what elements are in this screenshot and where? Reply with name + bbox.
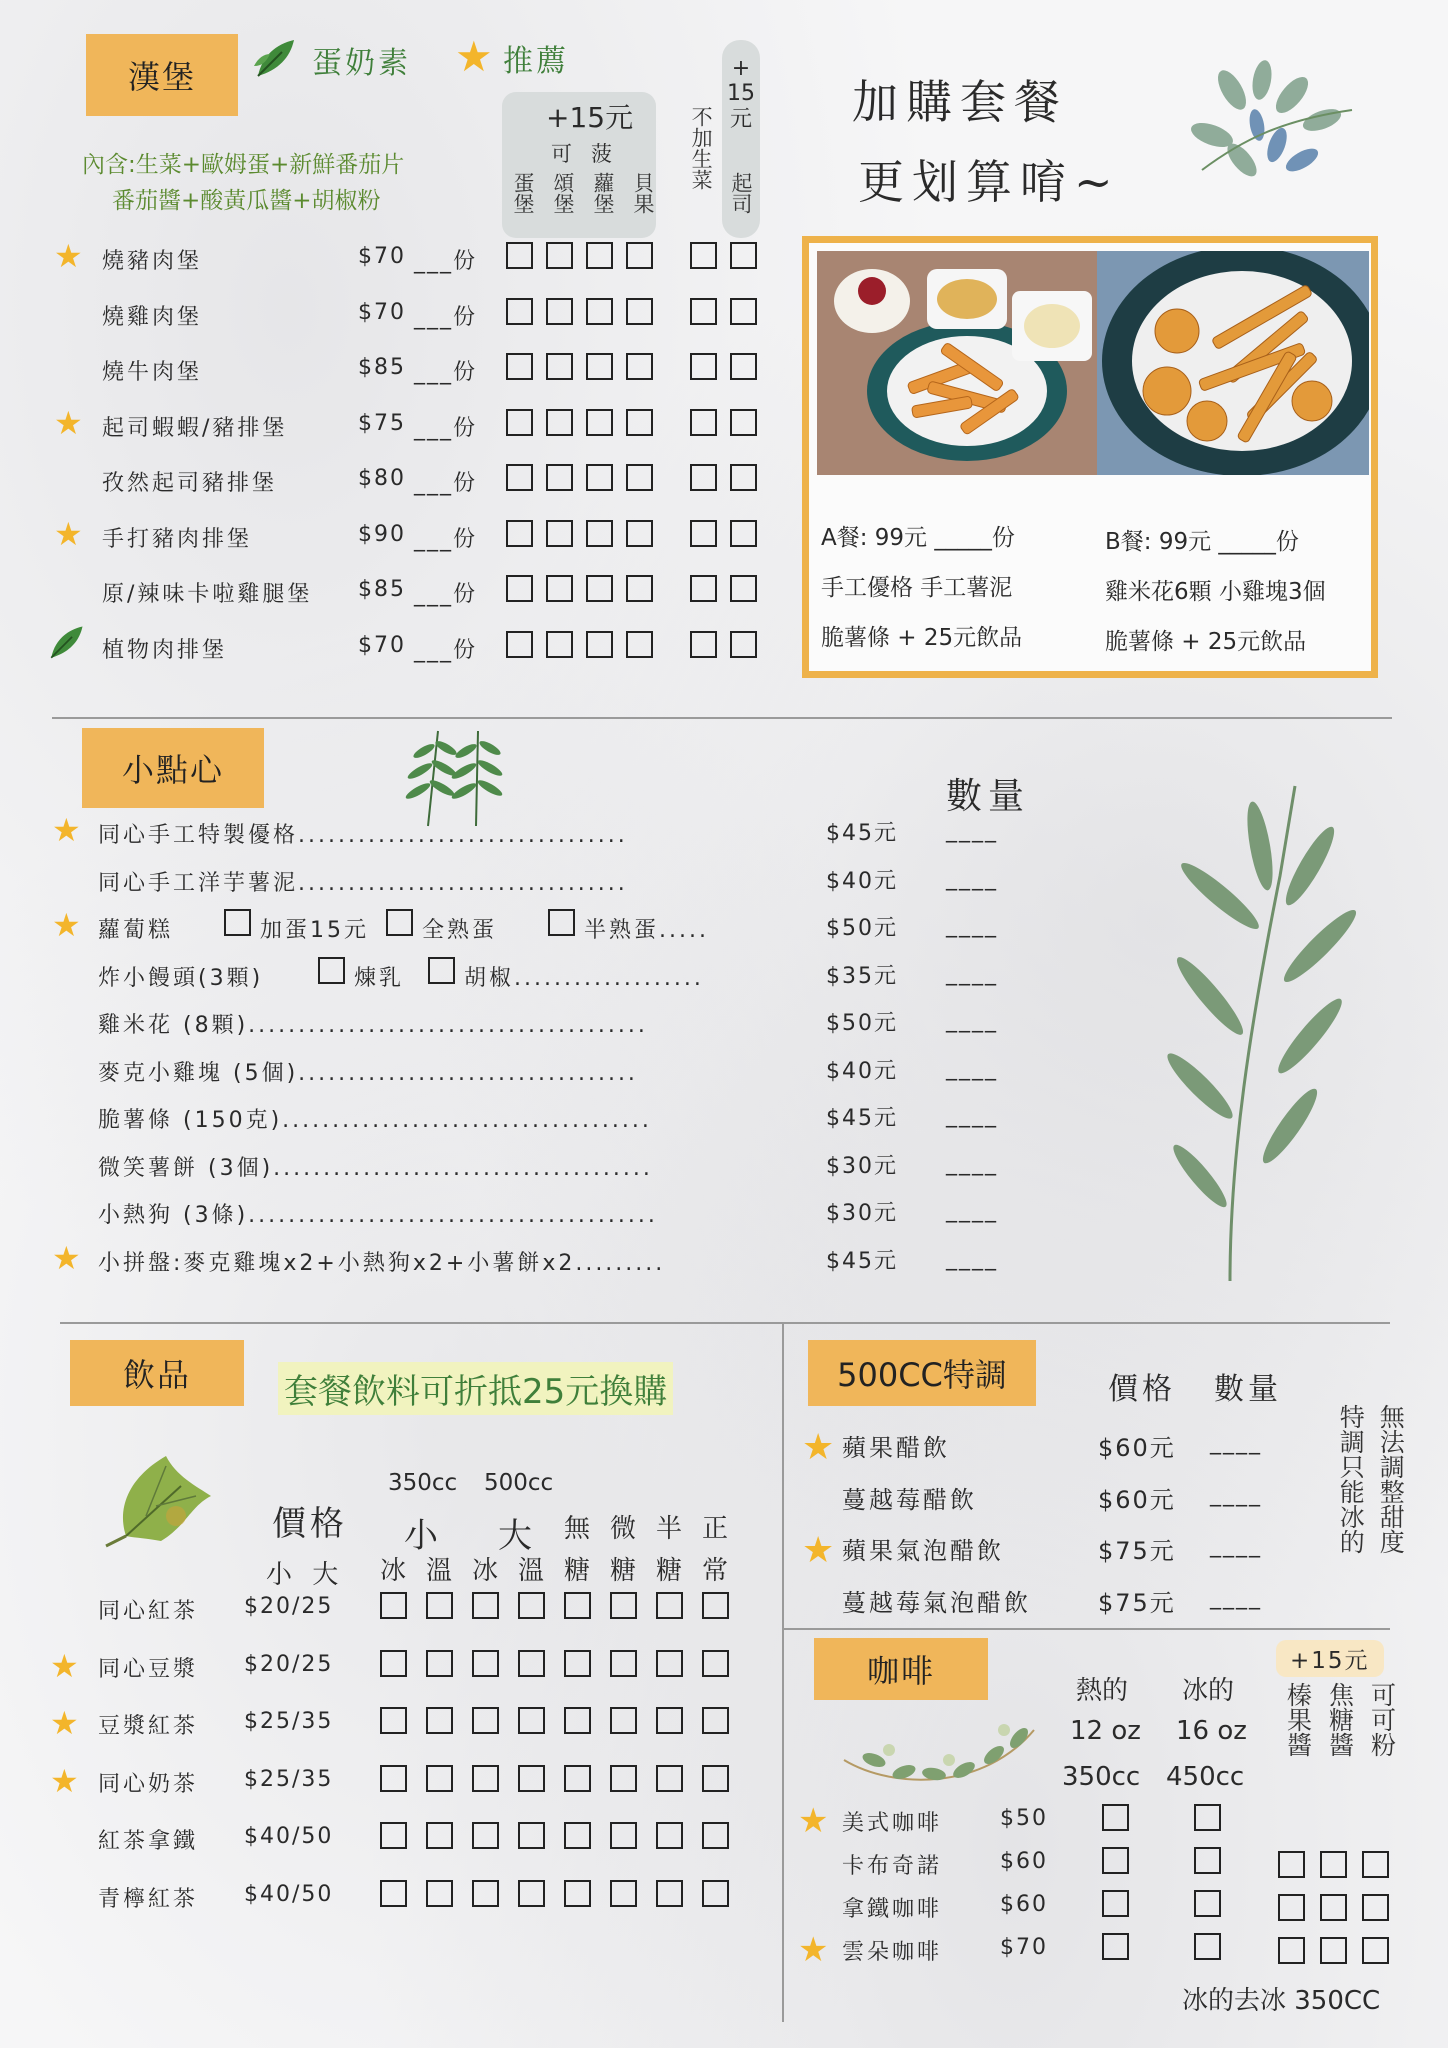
- option-checkbox[interactable]: [586, 298, 613, 325]
- option-checkbox[interactable]: [546, 353, 573, 380]
- drink-name: 青檸紅茶: [98, 1886, 199, 1912]
- star-icon: ★: [798, 1801, 829, 1841]
- option-checkbox[interactable]: [626, 575, 653, 602]
- drink-name: 同心豆漿: [98, 1656, 199, 1682]
- option-checkbox[interactable]: [546, 575, 573, 602]
- option-checkbox[interactable]: [730, 353, 757, 380]
- coffee-price: $70: [1000, 1935, 1048, 1960]
- snack-price: $45元: [826, 1106, 898, 1131]
- coffee-addon-checkbox[interactable]: [1278, 1894, 1305, 1921]
- drink-option-checkbox[interactable]: [426, 1707, 453, 1734]
- coffee-price: $60: [1000, 1849, 1048, 1874]
- coffee-addon-checkbox[interactable]: [1278, 1937, 1305, 1964]
- burger-price: $80: [358, 466, 406, 491]
- option-checkbox[interactable]: [586, 353, 613, 380]
- option-checkbox[interactable]: [506, 242, 533, 269]
- drink-col-top: 微: [610, 1514, 637, 1544]
- option-checkbox[interactable]: [546, 520, 573, 547]
- coffee-addon-checkbox[interactable]: [1362, 1851, 1389, 1878]
- star-icon: ★: [52, 906, 81, 944]
- drink-option-checkbox[interactable]: [610, 1880, 637, 1907]
- drink-option-checkbox[interactable]: [518, 1592, 545, 1619]
- coffee-hot-checkbox[interactable]: [1102, 1847, 1129, 1874]
- combo-b-title[interactable]: B餐: 99元 _____份: [1105, 529, 1299, 555]
- coffee-name: 拿鐵咖啡: [842, 1897, 943, 1922]
- drink-option-checkbox[interactable]: [426, 1880, 453, 1907]
- drink-option-checkbox[interactable]: [380, 1650, 407, 1677]
- quantity-blank[interactable]: ___份: [414, 249, 478, 274]
- drinks-price-header: 價格: [272, 1504, 348, 1544]
- drink-option-checkbox[interactable]: [380, 1592, 407, 1619]
- snack-name: 雞米花 (8顆)........................................: [98, 1013, 648, 1038]
- wreath-icon: [834, 1700, 1044, 1790]
- special-name: 蔓越莓氣泡醋飲: [842, 1588, 1031, 1617]
- combo-b-line1: 雞米花6顆 小雞塊3個: [1105, 579, 1326, 605]
- drink-col-header: 糖: [656, 1556, 683, 1586]
- option-checkbox[interactable]: [690, 464, 717, 491]
- drink-price: $40/50: [244, 1881, 334, 1907]
- option-checkbox[interactable]: [506, 575, 533, 602]
- coffee-cold-checkbox[interactable]: [1194, 1847, 1221, 1874]
- bun-col-top-3: 菠: [591, 142, 612, 166]
- snack-price: $35元: [826, 963, 898, 989]
- option-checkbox[interactable]: [546, 298, 573, 325]
- bun-col-top-2: 可: [551, 142, 572, 166]
- leaves-decoration-icon: [1172, 50, 1372, 200]
- combo-a-title[interactable]: A餐: 99元 _____份: [821, 525, 1015, 551]
- recommend-label: 推薦: [503, 44, 569, 79]
- drink-col-top: 半: [656, 1514, 683, 1544]
- star-icon: ★: [54, 237, 83, 275]
- quantity-blank[interactable]: ____: [946, 1150, 998, 1176]
- special-name: 蘋果醋飲: [842, 1434, 950, 1462]
- quantity-blank[interactable]: ___份: [414, 304, 478, 330]
- drink-option-checkbox[interactable]: [426, 1650, 453, 1677]
- drink-option-checkbox[interactable]: [656, 1650, 683, 1677]
- quantity-blank[interactable]: ___份: [414, 526, 478, 552]
- drink-name: 同心奶茶: [98, 1771, 199, 1797]
- quantity-blank[interactable]: ____: [946, 1198, 998, 1223]
- drink-option-checkbox[interactable]: [518, 1822, 545, 1849]
- olive-branch-icon: [1160, 776, 1360, 1286]
- coffee-hot-header: 熱的: [1076, 1676, 1129, 1706]
- divider-top: [52, 717, 1392, 719]
- snack-option-label: 加蛋15元: [260, 918, 369, 943]
- coffee-hot-checkbox[interactable]: [1102, 1933, 1129, 1960]
- option-checkbox[interactable]: [586, 464, 613, 491]
- coffee-hot-checkbox[interactable]: [1102, 1890, 1129, 1917]
- drink-option-checkbox[interactable]: [380, 1707, 407, 1734]
- quantity-blank[interactable]: ____: [946, 1103, 998, 1128]
- drink-option-checkbox[interactable]: [610, 1592, 637, 1619]
- option-checkbox[interactable]: [546, 242, 573, 269]
- combo-a-line1: 手工優格 手工薯泥: [821, 575, 1013, 601]
- option-checkbox[interactable]: [626, 520, 653, 547]
- coffee-cold-header: 冰的: [1182, 1676, 1235, 1706]
- drinks-combo-note: 套餐飲料可折抵25元換購: [278, 1362, 673, 1415]
- coffee-cold-cc: 450cc: [1166, 1762, 1245, 1792]
- drink-option-checkbox[interactable]: [472, 1880, 499, 1907]
- divider-coffee: [784, 1628, 1390, 1630]
- coffee-name: 雲朵咖啡: [842, 1940, 943, 1965]
- special-price: $60元: [1098, 1485, 1176, 1514]
- option-checkbox[interactable]: [730, 464, 757, 491]
- cheese-label: 起司: [729, 172, 753, 214]
- coffee-addon-checkbox[interactable]: [1320, 1894, 1347, 1921]
- burger-price: $70: [358, 299, 406, 325]
- drink-option-checkbox[interactable]: [564, 1707, 591, 1734]
- snack-name: 炸小饅頭(3顆): [98, 965, 264, 991]
- drink-option-checkbox[interactable]: [656, 1707, 683, 1734]
- combo-b-line2: 脆薯條 + 25元飲品: [1105, 629, 1307, 655]
- burger-description-line1: 內含:生菜+歐姆蛋+新鮮番茄片: [82, 152, 405, 178]
- drink-option-checkbox[interactable]: [472, 1650, 499, 1677]
- option-checkbox[interactable]: [730, 242, 757, 269]
- option-checkbox[interactable]: [626, 409, 653, 436]
- fern-icon: [398, 726, 510, 832]
- drink-price: $20/25: [244, 1594, 334, 1619]
- coffee-hot-oz: 12 oz: [1070, 1716, 1141, 1746]
- combo-a-line2: 脆薯條 + 25元飲品: [821, 625, 1023, 651]
- quantity-blank[interactable]: ____: [1210, 1584, 1262, 1610]
- snack-option-checkbox[interactable]: [428, 957, 455, 984]
- snack-option-label: 全熟蛋: [422, 918, 498, 943]
- option-checkbox[interactable]: [506, 298, 533, 325]
- drink-option-checkbox[interactable]: [610, 1650, 637, 1677]
- combo-a-photo: [817, 251, 1097, 475]
- special-name: 蔓越莓醋飲: [842, 1485, 977, 1514]
- option-checkbox[interactable]: [506, 631, 533, 658]
- drink-option-checkbox[interactable]: [564, 1650, 591, 1677]
- option-checkbox[interactable]: [586, 409, 613, 436]
- option-checkbox[interactable]: [626, 298, 653, 325]
- star-icon: ★: [50, 1761, 79, 1800]
- quantity-blank[interactable]: ____: [946, 865, 998, 891]
- option-checkbox[interactable]: [626, 353, 653, 380]
- star-icon: ★: [455, 32, 493, 81]
- quantity-blank[interactable]: ____: [1210, 1533, 1262, 1558]
- snack-option-checkbox[interactable]: [386, 909, 413, 936]
- drink-col-header: 冰: [380, 1556, 407, 1586]
- drink-option-checkbox[interactable]: [656, 1880, 683, 1907]
- snack-price: $45元: [826, 1248, 898, 1274]
- option-checkbox[interactable]: [506, 464, 533, 491]
- drink-price: $25/35: [244, 1766, 334, 1792]
- drink-option-checkbox[interactable]: [656, 1765, 683, 1792]
- option-checkbox[interactable]: [730, 575, 757, 602]
- coffee-price: $50: [1000, 1806, 1048, 1831]
- burger-name: 手打豬肉排堡: [102, 526, 253, 552]
- snack-name: 脆薯條 (150克).....................................: [98, 1108, 652, 1133]
- drink-option-checkbox[interactable]: [426, 1765, 453, 1792]
- star-icon: ★: [50, 1704, 79, 1742]
- drinks-large-header: 大: [498, 1516, 532, 1556]
- coffee-addon-checkbox[interactable]: [1320, 1937, 1347, 1964]
- drinks-500cc: 500cc: [484, 1470, 554, 1496]
- snack-option-checkbox[interactable]: [318, 957, 345, 984]
- coffee-hot-checkbox[interactable]: [1102, 1804, 1129, 1831]
- combo-b-photo: [1097, 251, 1369, 475]
- drink-option-checkbox[interactable]: [518, 1707, 545, 1734]
- drink-option-checkbox[interactable]: [518, 1765, 545, 1792]
- special-note-col1: 特調只能冰的: [1336, 1404, 1366, 1554]
- star-icon: ★: [52, 1238, 81, 1277]
- drinks-section-tag: 飲品: [70, 1340, 244, 1406]
- snack-option-label: 半熟蛋.....: [584, 918, 709, 943]
- drink-option-checkbox[interactable]: [702, 1822, 729, 1849]
- quantity-blank[interactable]: ____: [946, 1245, 998, 1271]
- coffee-cold-checkbox[interactable]: [1194, 1804, 1221, 1831]
- drink-col-header: 溫: [426, 1556, 453, 1586]
- drink-option-checkbox[interactable]: [656, 1592, 683, 1619]
- option-checkbox[interactable]: [506, 409, 533, 436]
- coffee-cold-checkbox[interactable]: [1194, 1890, 1221, 1917]
- quantity-blank[interactable]: ____: [1210, 1430, 1262, 1455]
- snack-option-checkbox[interactable]: [548, 909, 575, 936]
- drink-option-checkbox[interactable]: [518, 1650, 545, 1677]
- no-lettuce-header: 不加生菜: [689, 106, 714, 190]
- coffee-addon-checkbox[interactable]: [1362, 1894, 1389, 1921]
- drink-option-checkbox[interactable]: [380, 1765, 407, 1792]
- burger-name: 原/辣味卡啦雞腿堡: [102, 582, 313, 607]
- option-checkbox[interactable]: [730, 520, 757, 547]
- snack-price: $50元: [826, 916, 898, 941]
- burger-price: $85: [358, 355, 406, 380]
- star-icon: ★: [50, 1646, 79, 1685]
- drink-option-checkbox[interactable]: [656, 1822, 683, 1849]
- snack-name: 同心手工特製優格.................................: [98, 823, 628, 848]
- bun-upgrade-price: +15元: [546, 101, 634, 134]
- special-qty-header: 數量: [1214, 1372, 1282, 1407]
- combo-card: [802, 236, 1378, 678]
- burger-price: $70: [358, 632, 406, 658]
- option-checkbox[interactable]: [690, 575, 717, 602]
- drink-name: 豆漿紅茶: [98, 1714, 199, 1739]
- option-checkbox[interactable]: [690, 409, 717, 436]
- snack-option-label: 胡椒...................: [464, 965, 704, 991]
- burger-name: 燒牛肉堡: [102, 360, 203, 385]
- option-checkbox[interactable]: [730, 409, 757, 436]
- option-checkbox[interactable]: [690, 631, 717, 658]
- coffee-name: 美式咖啡: [842, 1811, 943, 1836]
- burger-description-line2: 番茄醬+酸黃瓜醬+胡椒粉: [112, 188, 381, 214]
- combo-title-line2: 更划算唷~: [858, 155, 1121, 209]
- star-icon: ★: [798, 1930, 829, 1970]
- snack-price: $40元: [826, 1058, 898, 1084]
- drink-price: $20/25: [244, 1651, 334, 1677]
- option-checkbox[interactable]: [546, 631, 573, 658]
- drink-col-top: 無: [564, 1514, 591, 1544]
- option-checkbox[interactable]: [730, 298, 757, 325]
- drink-option-checkbox[interactable]: [702, 1765, 729, 1792]
- drink-option-checkbox[interactable]: [380, 1822, 407, 1849]
- drink-option-checkbox[interactable]: [380, 1880, 407, 1907]
- quantity-blank[interactable]: ____: [946, 913, 998, 938]
- snack-name: 微笑薯餅 (3個)......................................: [98, 1155, 653, 1181]
- drink-option-checkbox[interactable]: [702, 1650, 729, 1677]
- burger-section-tag: 漢堡: [86, 34, 238, 116]
- drink-option-checkbox[interactable]: [702, 1880, 729, 1907]
- bun-col-egg: 蛋堡: [511, 172, 535, 214]
- drink-option-checkbox[interactable]: [472, 1707, 499, 1734]
- quantity-blank[interactable]: ____: [946, 960, 998, 986]
- drink-name: 同心紅茶: [98, 1599, 199, 1624]
- quantity-blank[interactable]: ___份: [414, 415, 478, 441]
- burger-name: 植物肉排堡: [102, 637, 228, 663]
- coffee-addon-checkbox[interactable]: [1278, 1851, 1305, 1878]
- option-checkbox[interactable]: [586, 520, 613, 547]
- special-price: $75元: [1098, 1588, 1176, 1617]
- cheese-price: +15元: [727, 56, 755, 132]
- coffee-addon-caramel: 焦糖醬: [1325, 1682, 1355, 1757]
- drink-option-checkbox[interactable]: [518, 1880, 545, 1907]
- snack-option-label: 煉乳: [354, 965, 405, 991]
- snack-option-checkbox[interactable]: [224, 909, 251, 936]
- drink-option-checkbox[interactable]: [564, 1822, 591, 1849]
- option-checkbox[interactable]: [690, 353, 717, 380]
- quantity-blank[interactable]: ____: [946, 1008, 998, 1033]
- coffee-addon-checkbox[interactable]: [1362, 1937, 1389, 1964]
- coffee-price: $60: [1000, 1892, 1048, 1917]
- combo-title-line1: 加購套餐: [852, 75, 1068, 129]
- option-checkbox[interactable]: [506, 353, 533, 380]
- option-checkbox[interactable]: [626, 242, 653, 269]
- drinks-350cc: 350cc: [388, 1470, 458, 1496]
- drink-option-checkbox[interactable]: [426, 1822, 453, 1849]
- coffee-addon-cocoa: 可可粉: [1367, 1682, 1397, 1757]
- option-checkbox[interactable]: [506, 520, 533, 547]
- option-checkbox[interactable]: [586, 575, 613, 602]
- snack-name: 同心手工洋芋薯泥.................................: [98, 870, 628, 896]
- special-note-col2: 無法調整甜度: [1376, 1404, 1406, 1554]
- option-checkbox[interactable]: [586, 631, 613, 658]
- quantity-blank[interactable]: ___份: [414, 360, 478, 385]
- drink-option-checkbox[interactable]: [610, 1822, 637, 1849]
- burger-price: $85: [358, 577, 406, 602]
- option-checkbox[interactable]: [626, 464, 653, 491]
- snack-price: $40元: [826, 868, 898, 894]
- snacks-section-tag: 小點心: [82, 728, 264, 808]
- quantity-blank[interactable]: ___份: [414, 471, 478, 496]
- burger-name: 燒雞肉堡: [102, 304, 203, 330]
- option-checkbox[interactable]: [626, 631, 653, 658]
- special-price-header: 價格: [1108, 1372, 1176, 1407]
- burger-name: 孜然起司豬排堡: [102, 471, 278, 496]
- quantity-blank[interactable]: ____: [1210, 1481, 1262, 1507]
- burger-name: 起司蝦蝦/豬排堡: [102, 415, 288, 441]
- star-icon: ★: [54, 514, 83, 553]
- snack-name: 小拼盤:麥克雞塊x2+小熱狗x2+小薯餅x2.........: [98, 1250, 666, 1276]
- quantity-blank[interactable]: ___份: [414, 582, 478, 607]
- bun-col-pineapple: 蘿堡: [591, 172, 615, 214]
- coffee-cold-oz: 16 oz: [1176, 1716, 1247, 1746]
- option-checkbox[interactable]: [546, 409, 573, 436]
- snack-price: $30元: [826, 1201, 898, 1226]
- bun-col-bagel: 貝果: [631, 172, 655, 214]
- special-price: $60元: [1098, 1434, 1176, 1462]
- special-price: $75元: [1098, 1537, 1176, 1565]
- option-checkbox[interactable]: [690, 298, 717, 325]
- star-icon: ★: [802, 1427, 835, 1468]
- option-checkbox[interactable]: [690, 520, 717, 547]
- coffee-cold-checkbox[interactable]: [1194, 1933, 1221, 1960]
- drinks-size-sub: 小 大: [266, 1560, 345, 1590]
- drink-col-header: 糖: [564, 1556, 591, 1586]
- option-checkbox[interactable]: [586, 242, 613, 269]
- divider-vertical: [782, 1322, 784, 2022]
- coffee-addon-checkbox[interactable]: [1320, 1851, 1347, 1878]
- coffee-footer-note: 冰的去冰 350CC: [1182, 1986, 1381, 2016]
- drink-option-checkbox[interactable]: [702, 1707, 729, 1734]
- option-checkbox[interactable]: [690, 242, 717, 269]
- drink-price: $25/35: [244, 1709, 334, 1734]
- coffee-addon-hazelnut: 榛果醬: [1283, 1682, 1313, 1757]
- coffee-addon-price: +15元: [1276, 1640, 1384, 1677]
- coffee-name: 卡布奇諾: [842, 1854, 943, 1879]
- drink-option-checkbox[interactable]: [702, 1592, 729, 1619]
- special-name: 蘋果氣泡醋飲: [842, 1537, 1004, 1565]
- coffee-section-tag: 咖啡: [814, 1638, 988, 1700]
- special-section-tag: 500CC特調: [808, 1340, 1036, 1406]
- star-icon: ★: [54, 403, 83, 442]
- drinks-small-header: 小: [404, 1516, 438, 1556]
- drink-option-checkbox[interactable]: [472, 1592, 499, 1619]
- burger-name: 燒豬肉堡: [102, 249, 203, 274]
- option-checkbox[interactable]: [730, 631, 757, 658]
- leaf-icon: [46, 623, 86, 663]
- drink-price: $40/50: [244, 1824, 334, 1849]
- burger-price: $75: [358, 410, 406, 436]
- snack-price: $45元: [826, 821, 898, 846]
- snack-name: 蘿蔔糕: [98, 918, 174, 943]
- drink-col-top: 正: [702, 1514, 729, 1544]
- drink-option-checkbox[interactable]: [564, 1592, 591, 1619]
- divider-middle: [60, 1322, 1390, 1324]
- burger-price: $70: [358, 244, 406, 269]
- snack-name: 小熱狗 (3條).........................................: [98, 1203, 658, 1228]
- veg-label: 蛋奶素: [312, 46, 411, 81]
- drink-option-checkbox[interactable]: [564, 1765, 591, 1792]
- drink-col-header: 常: [702, 1556, 729, 1586]
- quantity-blank[interactable]: ____: [946, 1055, 998, 1081]
- drink-option-checkbox[interactable]: [564, 1880, 591, 1907]
- snack-price: $30元: [826, 1153, 898, 1179]
- drink-col-header: 糖: [610, 1556, 637, 1586]
- drink-option-checkbox[interactable]: [472, 1765, 499, 1792]
- snack-name: 麥克小雞塊 (5個)..................................: [98, 1060, 638, 1086]
- maple-leaf-icon: [86, 1446, 216, 1550]
- star-icon: ★: [52, 811, 81, 849]
- drink-col-header: 冰: [472, 1556, 499, 1586]
- bun-col-croissant: 頌堡: [551, 172, 575, 214]
- burger-price: $90: [358, 521, 406, 547]
- snack-price: $50元: [826, 1011, 898, 1036]
- coffee-hot-cc: 350cc: [1062, 1762, 1141, 1792]
- quantity-blank[interactable]: ____: [946, 818, 998, 843]
- option-checkbox[interactable]: [546, 464, 573, 491]
- snacks-qty-header: 數量: [946, 776, 1031, 817]
- drink-option-checkbox[interactable]: [426, 1592, 453, 1619]
- star-icon: ★: [802, 1530, 835, 1571]
- drink-option-checkbox[interactable]: [610, 1707, 637, 1734]
- drink-name: 紅茶拿鐵: [98, 1829, 199, 1854]
- drink-option-checkbox[interactable]: [472, 1822, 499, 1849]
- leaf-icon: [252, 36, 298, 82]
- quantity-blank[interactable]: ___份: [414, 637, 478, 663]
- drink-option-checkbox[interactable]: [610, 1765, 637, 1792]
- drink-col-header: 溫: [518, 1556, 545, 1586]
